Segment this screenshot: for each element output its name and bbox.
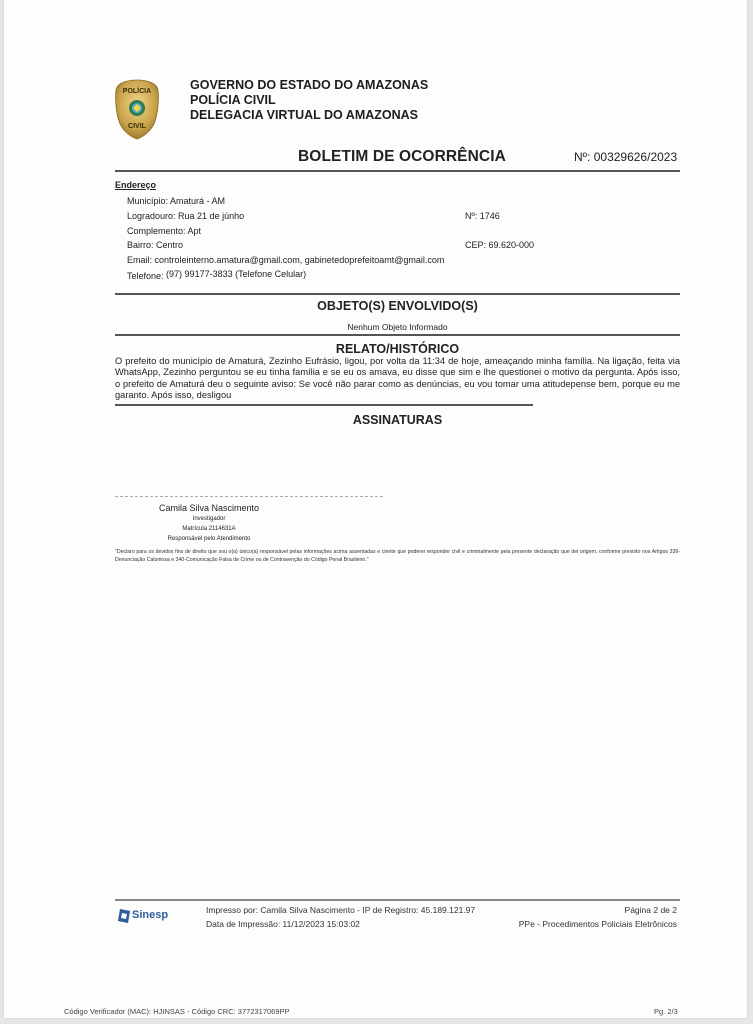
divider: [115, 170, 680, 172]
document-title: BOLETIM DE OCORRÊNCIA: [298, 148, 506, 165]
telefone-label: Telefone:: [127, 271, 164, 281]
document-page: [4, 0, 747, 1018]
divider: [115, 334, 680, 336]
policia-civil-badge-icon: [114, 78, 160, 140]
municipio-field: Município: Amaturá - AM: [127, 196, 226, 206]
divider: [115, 293, 680, 295]
declaration-text: "Declaro para os devidos fins de direito que sou o(a) único(a) responsável pelas informações acima assentadas e ciente que poderei responder civil e criminalmente pela presente declaração que dei origem, conforme previsto nos Artigos 339-Denunciação Caluniosa e 340-Comunicação Falsa de Crime ou de Contravenção do Código Penal Brasileiro.": [115, 549, 680, 563]
signer-responsavel: Responsável pelo Atendimento: [167, 536, 251, 542]
telefone-value: (97) 99177-3833 (Telefone Celular): [166, 269, 307, 279]
signer-role: Investigador: [192, 516, 226, 522]
logradouro-field: Logradouro: Rua 21 de júnho: [127, 211, 245, 221]
sinesp-logo-text: Sinesp: [132, 909, 169, 921]
signer-matricula: Matrícula 2114631A: [182, 526, 236, 532]
header-block: [190, 78, 428, 123]
signer-name: Camila Silva Nascimento: [158, 503, 260, 513]
divider: [115, 404, 533, 406]
page-indicator: Pg. 2/3: [654, 1007, 678, 1016]
occurrence-number: Nº: 00329626/2023: [574, 150, 678, 164]
telefone-field: [127, 269, 306, 279]
header-governo: GOVERNO DO ESTADO DO AMAZONAS: [190, 78, 429, 92]
impresso-por: Impresso por: Camila Silva Nascimento - IP de Registro: 45.189.121.97: [206, 905, 476, 915]
page-count: Página 2 de 2: [624, 905, 677, 915]
data-impressao: Data de Impressão: 11/12/2023 15:03:02: [206, 919, 360, 929]
email-field: Email: controleinterno.amatura@gmail.com, gabinetedoprefeitoamt@gmail.com: [127, 255, 445, 265]
footer-divider: [115, 899, 680, 901]
numero-field: Nº: 1746: [465, 211, 500, 221]
relato-heading: RELATO/HISTÓRICO: [335, 342, 460, 356]
sinesp-logo: [117, 906, 169, 928]
header-policia: POLÍCIA CIVIL: [190, 93, 276, 107]
ppe-label: PPe - Procedimentos Policiais Eletrônicos: [518, 919, 677, 929]
relato-text: O prefeito do município de Amaturá, Zezinho Eufrásio, ligou, por volta da 11:34 de hoje, ameaçando minha família. Na ligação, feita via WhatsApp, Zezinho perguntou se eu tinha família e se eu os amava, eu disse que sim e lhe questionei o motivo da pergunta. Após isso, o prefeito de Amaturá deu o seguinte aviso: Se você não parar como as denúncias, eu vou tomar uma atitudepense bem, porque eu me garanto. Após isso, desligou: [115, 356, 680, 401]
complemento-field: Complemento: Apt: [127, 226, 202, 236]
header-delegacia: DELEGACIA VIRTUAL DO AMAZONAS: [190, 108, 419, 122]
objetos-value: Nenhum Objeto Informado: [347, 322, 448, 332]
svg-text:POLÍCIA: POLÍCIA: [122, 88, 152, 95]
cep-field: CEP: 69.620-000: [465, 240, 535, 250]
assinaturas-heading: ASSINATURAS: [352, 413, 443, 427]
objetos-heading: OBJETO(S) ENVOLVIDO(S): [317, 299, 478, 313]
sinesp-logo-icon: [117, 908, 131, 924]
endereco-heading: Endereço: [115, 180, 157, 190]
verification-code: Código Verificador (MAC): HJINSAS - Código CRC: 3772317069PP: [64, 1007, 290, 1016]
bairro-field: Bairro: Centro: [127, 240, 184, 250]
signature-line: [115, 496, 383, 497]
svg-text:CIVIL: CIVIL: [128, 123, 146, 130]
